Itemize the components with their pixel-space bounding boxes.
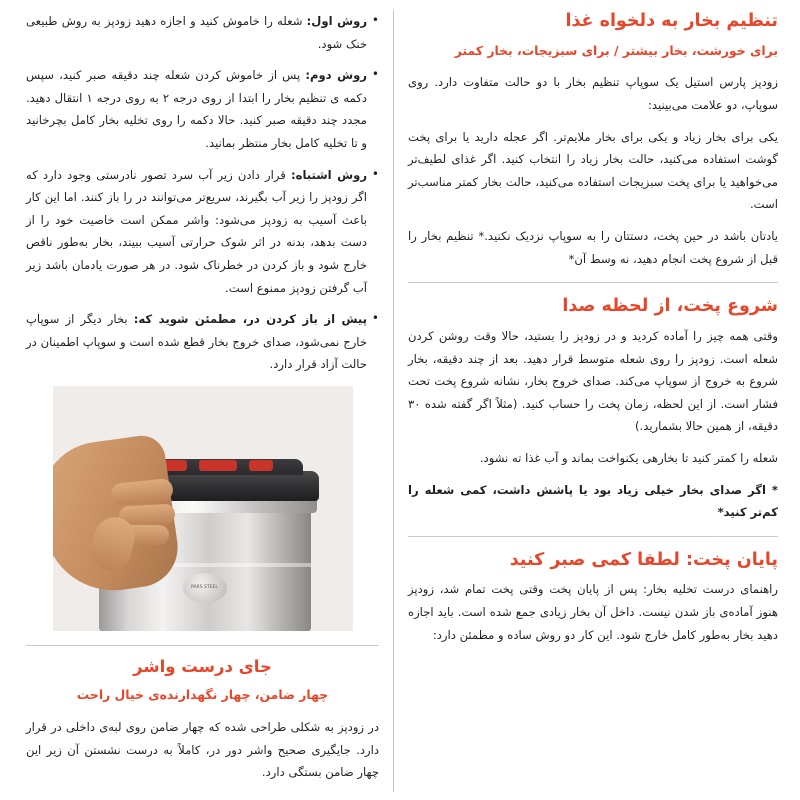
bullet-text-1: شعله را خاموش کنید و اجازه دهید زودپز به روش طبیعی خنک شود. xyxy=(26,14,367,51)
lid-button-shape xyxy=(199,460,237,471)
section-cook-end xyxy=(408,549,778,647)
section-subtitle-steam-adjust: برای خورشت، بخار بیشتر / برای سبزیجات، بخار کمتر xyxy=(454,42,778,58)
divider-after-steam xyxy=(408,282,778,283)
pot-brand-badge: PARS STEEL xyxy=(183,573,227,603)
bullet-text-4: بخار دیگر از سوپاپ خارج نمی‌شود، صدای خروج بخار قطع شده است و سوپاپ اطمینان در حالت آزاد قرار دارد. xyxy=(26,312,367,372)
list-item xyxy=(26,10,379,55)
bullet-text-3: قرار دادن زیر آب سرد تصور نادرستی وجود دارد که اگر زودپز را زیر آب بگیرند، سریع‌تر می‌توانند در را باز کنند. اما این کار باعث آسیب به زودپز می‌شود: واشر ممکن است خاصیت خود را از دست بدهد، بدنه در اثر شوک حرارتی آسیب ببیند، بخار به‌طور ناقص خارج شود و باز کردن در خطرناک شود. در هر صورت یادمان باشد زیر آب گرفتن زودپز ممنوع است. xyxy=(26,167,367,295)
pressure-cooker-valve-photo xyxy=(53,386,353,631)
section-title-cook-start: شروع پخت، از لحظه صدا xyxy=(562,296,778,317)
paragraph-washer: در زودپز به شکلی طراحی شده که چهار ضامن روی لبه‌ی داخلی در قرار دارد. جایگیری صحیح واشر دور در، کاملاً به درست نشستن آن زیر این چهار ضامن بستگی دارد. xyxy=(26,720,379,780)
photo-container xyxy=(26,386,379,631)
lid-button-shape xyxy=(249,460,273,471)
section-title-washer: جای درست واشر xyxy=(133,656,272,676)
list-item xyxy=(26,64,379,154)
section-steam-adjust xyxy=(408,10,778,270)
right-column xyxy=(394,10,786,792)
left-column xyxy=(22,10,394,792)
divider-after-cook xyxy=(408,536,778,537)
list-item xyxy=(26,164,379,300)
section-washer xyxy=(26,656,379,784)
section-title-cook-end: پایان پخت: لطفا کمی صبر کنید xyxy=(509,549,778,570)
section-title-steam-adjust: تنظیم بخار به دلخواه غذا xyxy=(565,11,778,31)
divider-before-washer xyxy=(26,645,379,646)
section-subtitle-washer: چهار ضامن، چهار نگهدارنده‌ی خیال راحت xyxy=(76,687,329,703)
paragraph-steam-3: یادتان باشد در حین پخت، دستتان را به سوپاپ نزدیک نکنید.* تنظیم بخار را قبل از شروع پخت انجام دهید، نه وسط آن* xyxy=(408,229,778,266)
list-item xyxy=(26,308,379,376)
paragraph-cook-1: وقتی همه چیز را آماده کردید و در زودپز را بستید، حالا وقت روشن کردن شعله است. زودپز را روی شعله متوسط قرار دهید. بعد از چند دقیقه، بخار شروع به خروج از سوپاپ می‌کند. صدای خروج بخار، نشانه شروع پخت تحت فشار است. از این لحظه، زمان پخت را حساب کنید. (مثلاً اگر گفته شده ۳۰ دقیقه، از همین حالا بشمارید.) xyxy=(408,328,778,434)
bullet-lead-4: پیش از باز کردن در، مطمئن شوید که: xyxy=(133,312,367,327)
section-cook-start xyxy=(408,295,778,524)
bullet-lead-1: روش اول: xyxy=(306,14,368,28)
paragraph-cook-3: * اگر صدای بخار خیلی زیاد بود یا پاشش داشت، کمی شعله را کم‌تر کنید* xyxy=(408,482,778,520)
bullet-lead-3: روش اشتباه: xyxy=(290,167,368,182)
paragraph-end-1: راهنمای درست تخلیه بخار: پس از پایان پخت وقتی پخت تمام شد، زودپز هنوز آماده‌ی باز شدن نیست. داخل آن بخار زیادی جمع شده است. باید اجازه دهید بخار به‌طور کامل خارج شود. این کار دو روش ساده و مطمئن دارد: xyxy=(408,582,778,642)
bullet-text-2: پس از خاموش کردن شعله چند دقیقه صبر کنید، سپس دکمه ی تنظیم بخار را ابتدا از روی درجه ۲ به روی درجه ۱ انتقال دهید. مجدد چند دقیقه صبر کنید. حالا دکمه را روی تخلیه بخار کامل بچرخانید و تا تخلیه کامل بخار منتظر بمانید. xyxy=(26,68,368,150)
bullet-lead-2: روش دوم: xyxy=(305,68,367,83)
paragraph-cook-2: شعله را کمتر کنید تا بخارهی یکنواخت بماند و آب غذا ته نشود. xyxy=(479,450,778,465)
paragraph-steam-2: یکی برای بخار زیاد و یکی برای بخار ملایم‌تر. اگر عجله دارید یا برای پخت گوشت استفاده می‌کنید، حالت بخار زیاد را انتخاب کنید. اگر غذای لطیف‌تر می‌خواهید یا برای پخت سبزیجات استفاده می‌کنید، حالت بخار کمتر مناسب‌تر است. xyxy=(408,129,778,212)
paragraph-steam-1: زودپز پارس استیل یک سوپاپ تنظیم بخار با دو حالت متفاوت دارد. روی سوپاپ، دو علامت می‌بینید: xyxy=(408,75,778,113)
methods-list xyxy=(26,10,379,376)
